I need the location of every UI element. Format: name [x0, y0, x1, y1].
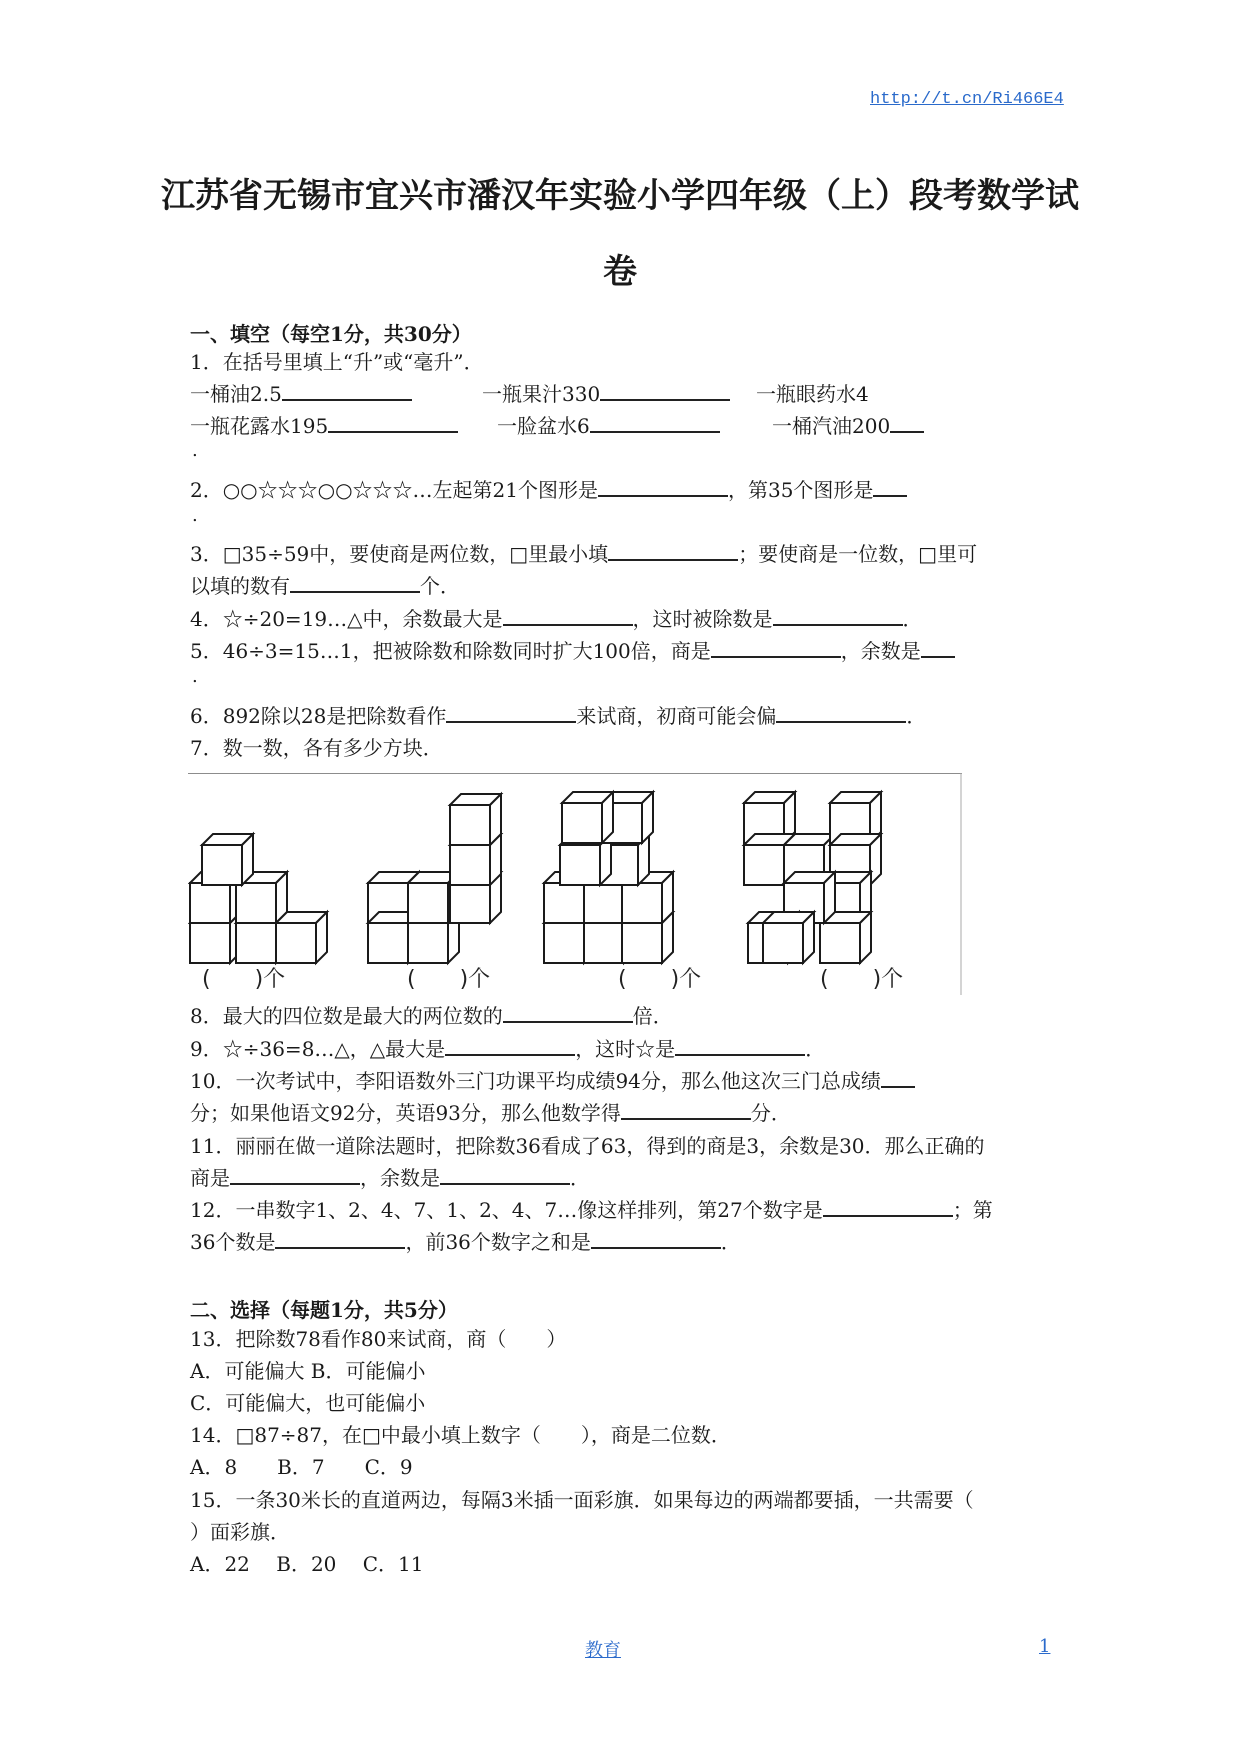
unit-cube	[562, 792, 613, 843]
q7-caption-3: ( )个	[618, 967, 702, 992]
q3-text: 3．□35÷59中，要使商是两位数，□里最小填 ；要使商是一位数，□里可	[190, 542, 978, 566]
q1-row2-item3: 一桶汽油200	[772, 413, 924, 439]
q15-options: A．22 B．20 C．11	[190, 1552, 424, 1576]
q9-text: 9．☆÷36=8…△，△最大是 ，这时☆是 ．	[190, 1037, 826, 1061]
page-number[interactable]: 1	[1039, 1636, 1051, 1657]
section2-heading: 二、选择（每题1分，共5分）	[190, 1298, 458, 1322]
q2-text: 2．○○☆☆☆○○☆☆☆…左起第21个图形是 ，第35个图形是	[190, 477, 907, 503]
q7-caption-4: ( )个	[820, 967, 904, 992]
q11-text-cont: 商是 ，余数是 ．	[190, 1166, 590, 1190]
q1-row2-item2: 一脸盆水6	[497, 413, 720, 439]
unit-cube	[450, 794, 501, 845]
q1-text: 1．在括号里填上“升”或“毫升”．	[190, 350, 484, 374]
title-line-2: 卷	[603, 252, 637, 292]
unit-cube	[202, 834, 253, 885]
q13-text: 13．把除数78看作80来试商，商（ ）	[190, 1327, 567, 1351]
unit-cube	[276, 912, 327, 963]
q7-caption-2: ( )个	[407, 967, 491, 992]
q1-row2-item1: 一瓶花露水195	[190, 413, 458, 439]
page-title	[150, 158, 1090, 310]
q15-text: 15．一条30米长的直道两边，每隔3米插一面彩旗．如果每边的两端都要插，一共需要（	[190, 1488, 974, 1512]
q13-options-1: A．可能偏大 B．可能偏小	[190, 1359, 426, 1383]
period-mark: .	[192, 666, 198, 687]
q14-text: 14．□87÷87，在□中最小填上数字（ ），商是二位数．	[190, 1423, 731, 1447]
q5-text: 5．46÷3=15…1，把被除数和除数同时扩大100倍，商是 ，余数是	[190, 638, 955, 664]
section1-heading: 一、填空（每空1分，共30分）	[190, 322, 472, 346]
q10-text-cont: 分；如果他语文92分，英语93分，那么他数学得 分．	[190, 1101, 791, 1125]
unit-cube	[763, 912, 814, 963]
q1-row1-item2: 一瓶果汁330	[482, 381, 730, 407]
q8-text: 8．最大的四位数是最大的两位数的 倍．	[190, 1004, 673, 1028]
q14-options: A．8 B．7 C．9	[190, 1455, 413, 1479]
period-mark: .	[192, 505, 198, 526]
q11-text: 11．丽丽在做一道除法题时，把除数36看成了63，得到的商是3，余数是30．那么正确的	[190, 1134, 985, 1158]
q7-text: 7．数一数，各有多少方块．	[190, 736, 443, 760]
q10-text: 10．一次考试中，李阳语数外三门功课平均成绩94分，那么他这次三门总成绩	[190, 1068, 915, 1094]
q13-options-2: C．可能偏大，也可能偏小	[190, 1391, 426, 1415]
q1-row1-item1: 一桶油2.5	[190, 381, 412, 407]
q12-text-cont: 36个数是 ，前36个数字之和是 ．	[190, 1230, 741, 1254]
header-url-link[interactable]: http://t.cn/Ri466E4	[870, 90, 1064, 109]
q4-text: 4．☆÷20=19…△中，余数最大是 ，这时被除数是 ．	[190, 607, 923, 631]
footer-link[interactable]: 教育	[585, 1640, 621, 1661]
q7-caption-1: ( )个	[202, 967, 286, 992]
title-line-1: 江苏省无锡市宜兴市潘汉年实验小学四年级（上）段考数学试	[161, 176, 1079, 216]
q15-text-cont: ）面彩旗．	[190, 1520, 290, 1544]
q12-text: 12．一串数字1、2、4、7、1、2、4、7…像这样排列，第27个数字是 ；第	[190, 1198, 993, 1222]
q3-text-cont: 以填的数有 个．	[190, 574, 460, 598]
q6-text: 6．892除以28是把除数看作 来试商，初商可能会偏 ．	[190, 704, 927, 728]
q1-row1-item3: 一瓶眼药水4	[756, 382, 869, 406]
period-mark: .	[192, 440, 198, 461]
